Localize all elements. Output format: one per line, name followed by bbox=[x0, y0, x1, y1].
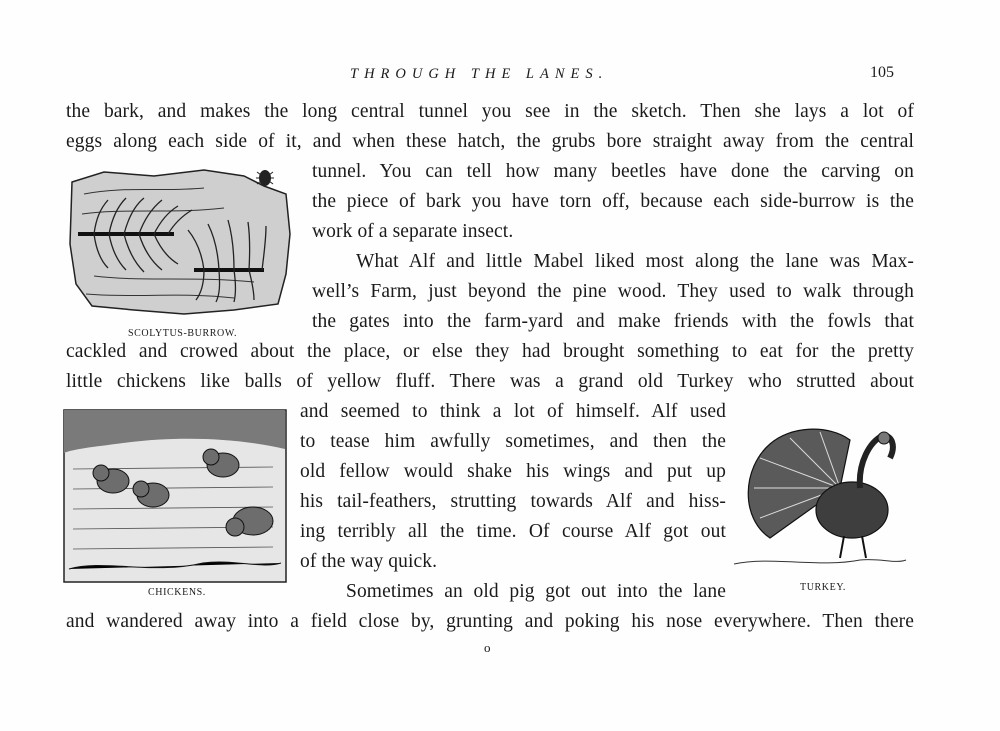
text-line-3: tunnel. You can tell how many beetles have done the carving on bbox=[312, 161, 914, 182]
text-line-18: and wandered away into a field close by, grunting and poking his nose everywhere. Then there bbox=[66, 611, 914, 632]
text-line-2: eggs along each side of it, and when these hatch, the grubs bore straight away from the central bbox=[66, 131, 914, 152]
text-line-15: ing terribly all the time. Of course Alf got out bbox=[300, 521, 726, 542]
text-line-12: to tease him awfully sometimes, and then the bbox=[300, 431, 726, 452]
signature-mark: o bbox=[484, 640, 491, 655]
text-line-7: well’s Farm, just beyond the pine wood. They used to walk through bbox=[312, 281, 914, 302]
text-line-17: Sometimes an old pig got out into the lane bbox=[346, 581, 726, 602]
text-line-4: the piece of bark you have torn off, because each side-burrow is the bbox=[312, 191, 914, 212]
chickens-illustration bbox=[63, 409, 287, 583]
caption-turkey: TURKEY. bbox=[800, 582, 846, 593]
scolytus-burrow-illustration bbox=[64, 164, 296, 324]
text-line-5: work of a separate insect. bbox=[312, 221, 514, 242]
text-line-14: his tail-feathers, strutting towards Alf and hiss- bbox=[300, 491, 726, 512]
text-line-9: cackled and crowed about the place, or else they had brought something to eat for the pretty bbox=[66, 341, 914, 362]
text-line-6: What Alf and little Mabel liked most along the lane was Max- bbox=[356, 251, 914, 272]
page-number: 105 bbox=[870, 64, 894, 81]
text-line-10: little chickens like balls of yellow fluff. There was a grand old Turkey who strutted about bbox=[66, 371, 914, 392]
caption-scolytus: SCOLYTUS-BURROW. bbox=[128, 328, 238, 339]
text-line-16: of the way quick. bbox=[300, 551, 438, 572]
running-title: THROUGH THE LANES. bbox=[350, 66, 609, 82]
turkey-illustration bbox=[730, 418, 908, 574]
text-line-1: the bark, and makes the long central tunnel you see in the sketch. Then she lays a lot of bbox=[66, 101, 914, 122]
text-line-13: old fellow would shake his wings and put up bbox=[300, 461, 726, 482]
text-line-11: and seemed to think a lot of himself. Alf used bbox=[300, 401, 726, 422]
text-line-8: the gates into the farm-yard and make friends with the fowls that bbox=[312, 311, 914, 332]
caption-chickens: CHICKENS. bbox=[148, 587, 206, 598]
